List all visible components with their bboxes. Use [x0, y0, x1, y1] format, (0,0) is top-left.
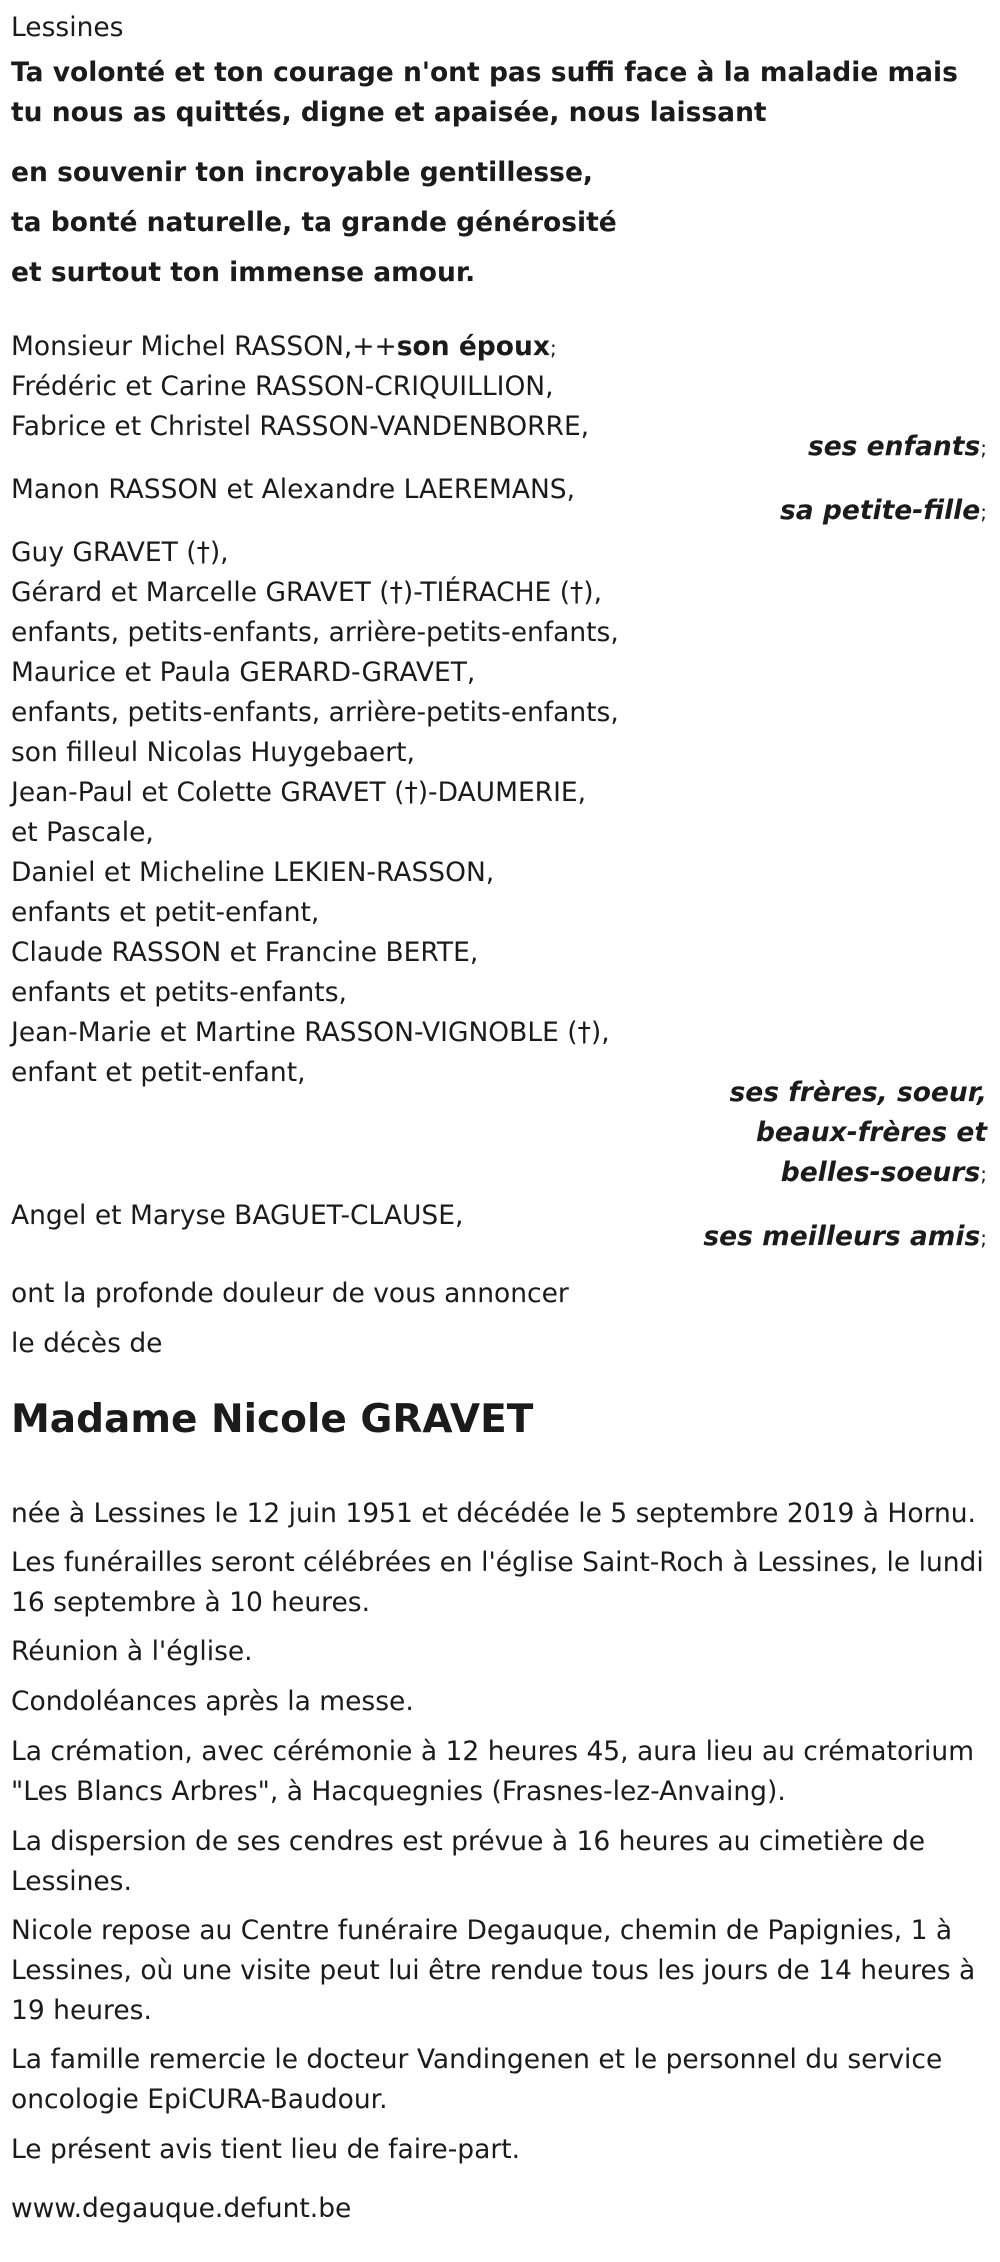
- sibling-line-14: enfant et petit-enfant,: [11, 1057, 306, 1088]
- sibling-line-6: son filleul Nicolas Huygebaert,: [11, 737, 415, 768]
- intro-line-2: en souvenir ton incroyable gentillesse,: [11, 157, 593, 188]
- granddaughter-role: [780, 491, 987, 532]
- spouse-role: son époux: [396, 331, 550, 362]
- deceased-name: Madame Nicole GRAVET: [11, 1397, 534, 1442]
- siblings-role-line-3: [781, 1153, 987, 1194]
- detail-ashes: La dispersion de ses cendres est prévue à 16 heures au cimetière de Lessines.: [11, 1826, 926, 1897]
- detail-notice: Le présent avis tient lieu de faire-part.: [11, 2134, 521, 2165]
- child-line-2: Fabrice et Christel RASSON-VANDENBORRE,: [11, 411, 590, 442]
- children-role-text: ses enfants: [807, 431, 981, 462]
- children-role: [808, 427, 987, 468]
- spouse-semicolon: ;: [549, 336, 557, 360]
- spouse-name: Monsieur Michel RASSON,++: [11, 331, 397, 362]
- friends-line: Angel et Maryse BAGUET-CLAUSE,: [11, 1200, 464, 1231]
- sibling-line-12: enfants et petits-enfants,: [11, 977, 347, 1008]
- granddaughter-role-semicolon: ;: [980, 500, 987, 524]
- detail-condolences: Condoléances après la messe.: [11, 1686, 414, 1717]
- siblings-role-semicolon: ;: [980, 1162, 987, 1186]
- granddaughter-role-text: sa petite-fille: [780, 495, 981, 526]
- intro-line-3: ta bonté naturelle, ta grande générosité: [11, 207, 617, 238]
- intro-line-4: et surtout ton immense amour.: [11, 257, 476, 288]
- sibling-line-10: enfants et petit-enfant,: [11, 897, 320, 928]
- friends-role-semicolon: ;: [980, 1226, 987, 1250]
- child-line-1: Frédéric et Carine RASSON-CRIQUILLION,: [11, 371, 554, 402]
- detail-thanks: La famille remercie le docteur Vandingenen et le personnel du service oncologie EpiCURA-Baudour.: [11, 2044, 943, 2115]
- sibling-line-2: Gérard et Marcelle GRAVET (†)-TIÉRACHE (†),: [11, 577, 603, 608]
- sibling-line-7: Jean-Paul et Colette GRAVET (†)-DAUMERIE,: [11, 777, 587, 808]
- detail-cremation: La crémation, avec cérémonie à 12 heures 45, aura lieu au crématorium "Les Blancs Arbres", à Hacquegnies (Frasnes-lez-Anvaing).: [11, 1736, 975, 1807]
- sibling-line-11: Claude RASSON et Francine BERTE,: [11, 937, 479, 968]
- sibling-line-9: Daniel et Micheline LEKIEN-RASSON,: [11, 857, 495, 888]
- siblings-role-line-1: ses frères, soeur,: [729, 1077, 987, 1108]
- detail-rest-place: Nicole repose au Centre funéraire Degauque, chemin de Papignies, 1 à Lessines, où une visite peut lui être rendue tous les jours de 14 heures à 19 heures.: [11, 1915, 976, 2026]
- spouse-line: [11, 327, 557, 368]
- sibling-line-8: et Pascale,: [11, 817, 154, 848]
- announce-line-2: le décès de: [11, 1328, 163, 1359]
- sibling-line-13: Jean-Marie et Martine RASSON-VIGNOBLE (†),: [11, 1017, 610, 1048]
- detail-birth-death: née à Lessines le 12 juin 1951 et décédée le 5 septembre 2019 à Hornu.: [11, 1498, 976, 1529]
- sibling-line-3: enfants, petits-enfants, arrière-petits-enfants,: [11, 617, 619, 648]
- siblings-role-line-2: beaux-frères et: [755, 1117, 987, 1148]
- detail-meeting: Réunion à l'église.: [11, 1636, 253, 1667]
- city-label: Lessines: [11, 12, 124, 43]
- sibling-line-1: Guy GRAVET (†),: [11, 537, 229, 568]
- website-link[interactable]: www.degauque.defunt.be: [11, 2193, 352, 2224]
- sibling-line-5: enfants, petits-enfants, arrière-petits-enfants,: [11, 697, 619, 728]
- detail-funeral: Les funérailles seront célébrées en l'église Saint-Roch à Lessines, le lundi 16 septembre à 10 heures.: [11, 1547, 984, 1618]
- friends-role-text: ses meilleurs amis: [703, 1221, 981, 1252]
- intro-line-1: Ta volonté et ton courage n'ont pas suffi face à la maladie mais tu nous as quittés, digne et apaisée, nous laissant: [11, 57, 958, 128]
- children-role-semicolon: ;: [980, 436, 987, 460]
- friends-role: [703, 1217, 987, 1258]
- announce-line-1: ont la profonde douleur de vous annoncer: [11, 1278, 569, 1309]
- sibling-line-4: Maurice et Paula GERARD-GRAVET,: [11, 657, 476, 688]
- granddaughter-line: Manon RASSON et Alexandre LAEREMANS,: [11, 474, 576, 505]
- siblings-role-text: belles-soeurs: [780, 1157, 981, 1188]
